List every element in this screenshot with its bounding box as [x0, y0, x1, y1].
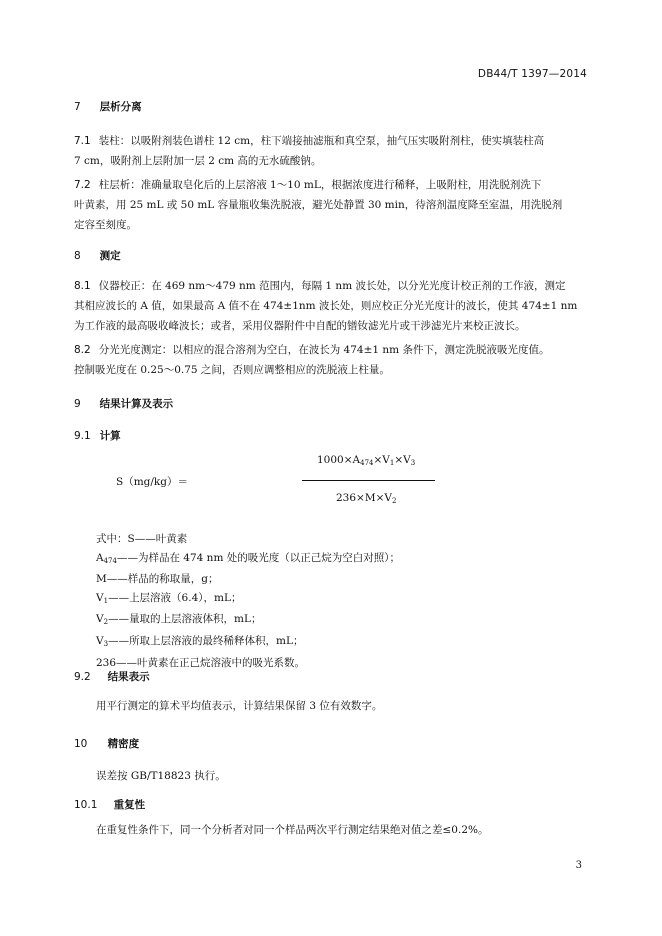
definition-intro: 式中：S——叶黄素	[96, 533, 188, 545]
text-line: 柱层析：准确量取皂化后的上层溶液 1～10 mL，根据浓度进行稀释，上吸附柱，用洗脱剂洗下	[98, 179, 542, 191]
section-number: 10.1	[74, 799, 98, 811]
section-number: 9.1	[74, 430, 91, 442]
definition-m: M——样品的称取量，g；	[96, 573, 219, 586]
clause-number: 8.2	[74, 344, 91, 356]
formula	[74, 448, 594, 518]
section-heading-7	[74, 99, 142, 114]
text-line: 控制吸光度在 0.25～0.75 之间，否则应调整相应的洗脱液上柱量。	[74, 364, 390, 376]
section-number: 8	[74, 250, 81, 262]
precision-text: 误差按 GB/T18823 执行。	[96, 770, 226, 782]
fraction-bar	[302, 480, 435, 481]
section-number: 7	[74, 101, 81, 113]
clause-number: 7.1	[74, 135, 91, 147]
section-heading-8	[74, 248, 121, 263]
section-number: 9	[74, 398, 81, 410]
section-heading-9	[74, 396, 173, 411]
text-line: 定容至刻度。	[74, 219, 137, 231]
section-heading-9-1	[74, 428, 121, 443]
section-title: 精密度	[107, 738, 140, 750]
definition-v1: $V_1——$上层溶液（6.4），mL；	[96, 591, 242, 605]
paragraph-7-2	[74, 175, 590, 235]
section-number: 9.2	[74, 671, 91, 683]
section-heading-10	[74, 736, 139, 751]
formula-lhs: S（mg/kg）＝	[116, 476, 188, 488]
text-line: 叶黄素，用 25 mL 或 50 mL 容量瓶收集洗脱液，避光处静置 30 min，待溶剂温度降至室温，用洗脱剂	[74, 199, 563, 211]
section-title: 计算	[99, 430, 121, 442]
definition-v3: $V_3——$所取上层溶液的最终稀释体积，mL；	[96, 634, 304, 648]
standard-number: DB44/T 1397—2014	[477, 68, 587, 80]
section-title: 测定	[99, 250, 121, 262]
definition-236: 236——叶黄素在正己烷溶液中的吸光系数。	[96, 656, 306, 669]
text-line: 为工作液的最高吸收峰波长；或者，采用仪器附件中自配的镨钕滤光片或干涉滤光片来校正波长。	[74, 320, 526, 332]
definition-v2: $V_2——$量取的上层溶液体积，mL；	[96, 613, 262, 627]
page-number: 3	[575, 860, 582, 871]
section-title: 结果表示	[107, 671, 150, 683]
section-title: 重复性	[113, 799, 146, 811]
text-line: 7 cm，吸附剂上层附加一层 2 cm 高的无水硫酸钠。	[74, 155, 322, 167]
text-line: 分光光度测定：以相应的混合溶剂为空白，在波长为 474±1 nm 条件下，测定洗脱液吸光度值。	[98, 344, 550, 356]
paragraph-8-1	[74, 276, 590, 336]
section-number: 10	[74, 738, 88, 750]
section-title: 结果计算及表示	[99, 398, 174, 410]
result-representation-text: 用平行测定的算术平均值表示，计算结果保留 3 位有效数字。	[96, 700, 383, 712]
text-line: 仪器校正：在 469 nm～479 nm 范围内，每隔 1 nm 波长处，以分光光度计校正剂的工作液，测定	[98, 280, 566, 292]
section-heading-9-2	[74, 669, 150, 684]
repeatability-text: 在重复性条件下，同一个分析者对同一个样品两次平行测定结果绝对值之差≤0.2%。	[96, 824, 489, 836]
text-line: 装柱：以吸附剂装色谱柱 12 cm，柱下端接抽滤瓶和真空泵，抽气压实吸附剂柱，使实填装柱高	[98, 135, 545, 147]
formula-denominator: $236\times M\times V_2$	[336, 492, 397, 505]
paragraph-7-1	[74, 131, 590, 171]
paragraph-8-2	[74, 340, 590, 380]
formula-numerator: $1000\times A_{474}\times V_1\times V_3$	[317, 454, 416, 467]
section-heading-10-1	[74, 797, 145, 812]
text-line: 其相应波长的 A 值，如果最高 A 值不在 474±1nm 波长处，则应校正分光光度计的波长，使其 474±1 nm	[74, 300, 578, 312]
section-title: 层析分离	[99, 101, 142, 113]
clause-number: 7.2	[74, 179, 91, 191]
clause-number: 8.1	[74, 280, 91, 292]
definition-a474: $A_{474}——$为样品在 474 nm 处的吸光度（以正己烷为空白对照）；	[96, 551, 400, 565]
variable-definitions	[96, 530, 400, 672]
